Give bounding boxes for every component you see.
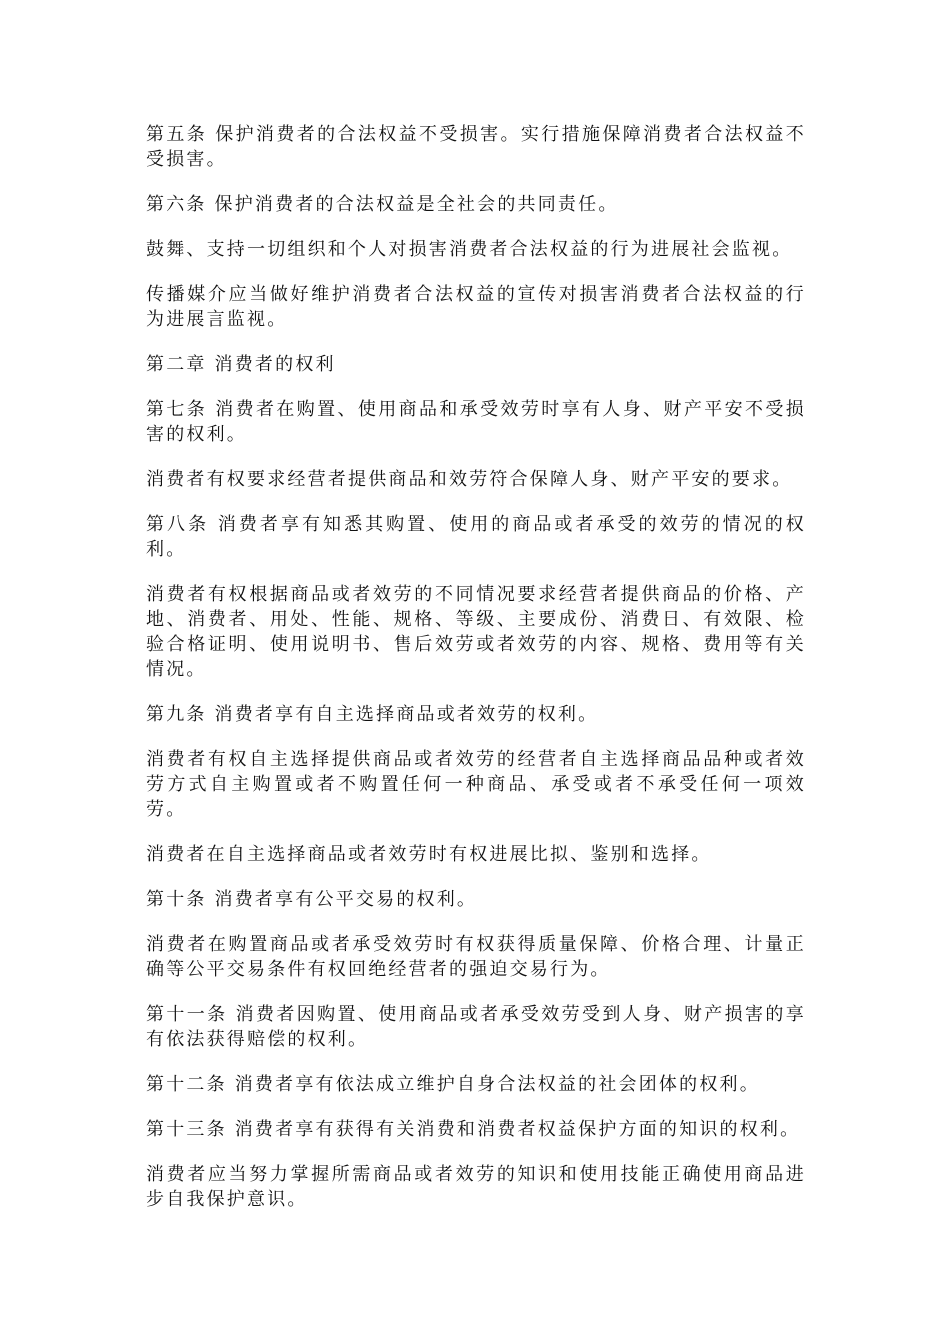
paragraph-article-7: 第七条 消费者在购置、使用商品和承受效劳时享有人身、财产平安不受损害的权利。 — [146, 399, 806, 445]
paragraph-article-5: 第五条 保护消费者的合法权益不受损害。实行措施保障消费者合法权益不受损害。 — [146, 124, 806, 170]
paragraph-compare-right: 消费者在自主选择商品或者效劳时有权进展比拟、鉴别和选择。 — [146, 844, 712, 865]
paragraph-media-supervision: 传播媒介应当做好维护消费者合法权益的宣传对损害消费者合法权益的行为进展言监视。 — [146, 284, 806, 330]
paragraph-choice-right: 消费者有权自主选择提供商品或者效劳的经营者自主选择商品品种或者效劳方式自主购置或者不购置任何一种商品、承受或者不承受任何一项效劳。 — [146, 749, 806, 820]
paragraph-article-12: 第十二条 消费者享有依法成立维护自身合法权益的社会团体的权利。 — [146, 1074, 760, 1095]
chapter-heading: 第二章 消费者的权利 — [146, 354, 336, 375]
paragraph-article-9: 第九条 消费者享有自主选择商品或者效劳的权利。 — [146, 704, 599, 725]
paragraph-fair-trade: 消费者在购置商品或者承受效劳时有权获得质量保障、价格合理、计量正确等公平交易条件有权回绝经营者的强迫交易行为。 — [146, 934, 806, 980]
paragraph-encourage-supervision: 鼓舞、支持一切组织和个人对损害消费者合法权益的行为进展社会监视。 — [146, 239, 793, 260]
document-body — [146, 122, 806, 1232]
paragraph-article-6: 第六条 保护消费者的合法权益是全社会的共同责任。 — [146, 194, 619, 215]
paragraph-article-8: 第八条 消费者享有知悉其购置、使用的商品或者承受的效劳的情况的权利。 — [146, 514, 806, 560]
paragraph-knowledge-duty: 消费者应当努力掌握所需商品或者效劳的知识和使用技能正确使用商品进步自我保护意识。 — [146, 1164, 806, 1210]
paragraph-article-13: 第十三条 消费者享有获得有关消费和消费者权益保护方面的知识的权利。 — [146, 1119, 801, 1140]
paragraph-article-11: 第十一条 消费者因购置、使用商品或者承受效劳受到人身、财产损害的享有依法获得赔偿的权利。 — [146, 1004, 806, 1050]
paragraph-article-10: 第十条 消费者享有公平交易的权利。 — [146, 889, 478, 910]
paragraph-information-right: 消费者有权根据商品或者效劳的不同情况要求经营者提供商品的价格、产地、消费者、用处、性能、规格、等级、主要成份、消费日、有效限、检验合格证明、使用说明书、售后效劳或者效劳的内容、规格、费用等有关情况。 — [146, 584, 806, 680]
paragraph-safety-requirement: 消费者有权要求经营者提供商品和效劳符合保障人身、财产平安的要求。 — [146, 469, 793, 490]
